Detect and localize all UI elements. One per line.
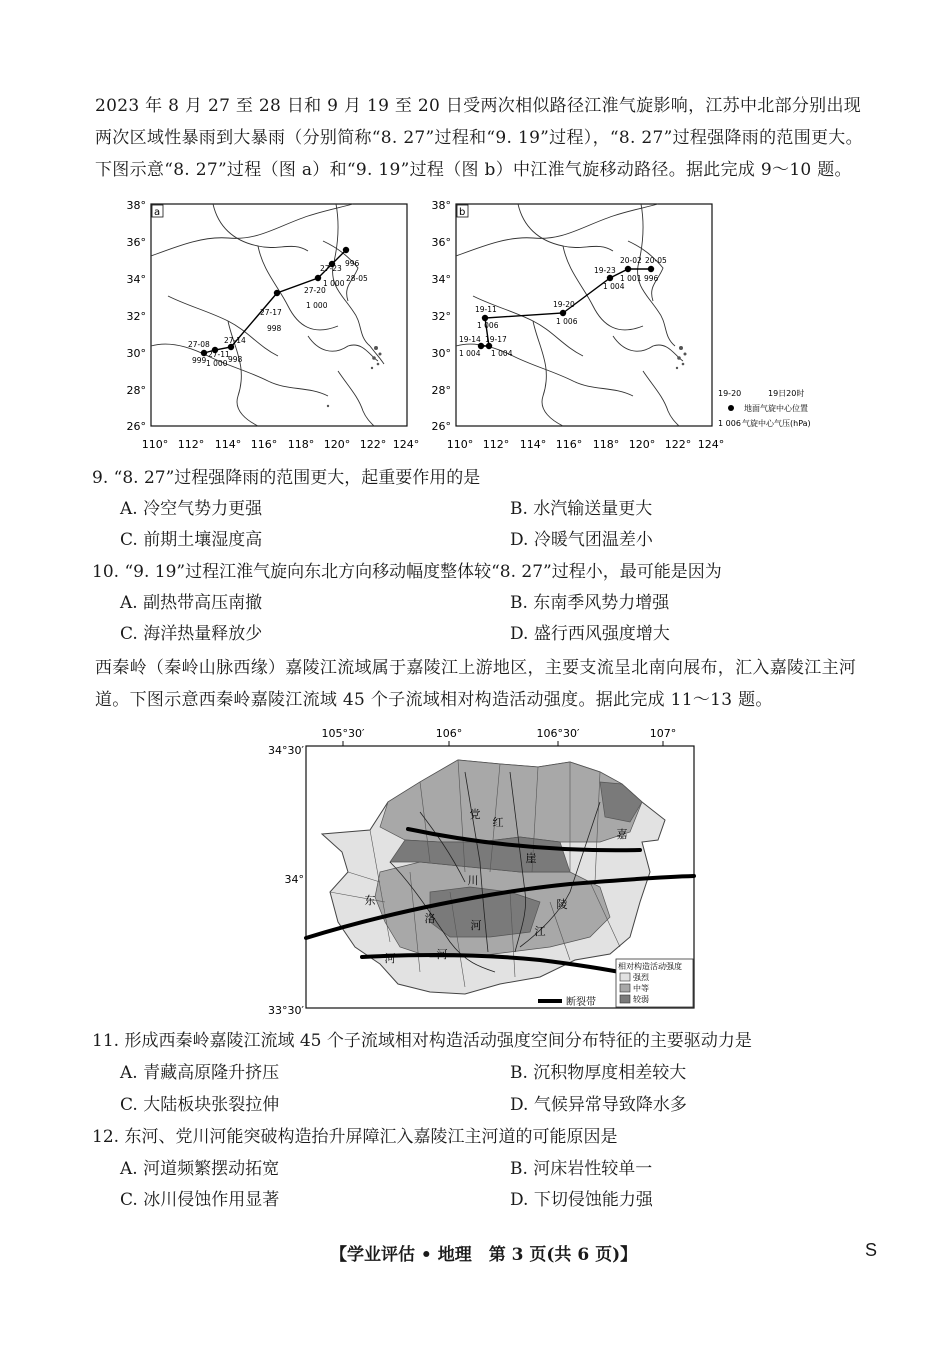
point-b-6-time: 20-02: [620, 256, 642, 265]
map-a-label: a: [154, 207, 161, 218]
map-b-xtick: 124°: [697, 438, 725, 451]
river-char: 东: [364, 894, 376, 907]
map-a-xtick: 110°: [141, 438, 169, 451]
point-b-1-pressure: 1 004: [459, 349, 481, 358]
river-char: 红: [492, 816, 504, 829]
cyclone-map-a: [108, 196, 420, 462]
point-b-4-pressure: 1 006: [556, 317, 578, 326]
point-a-3-pressure: 998: [228, 355, 243, 364]
river-char: 党: [469, 808, 481, 821]
question-12-option-d[interactable]: D. 下切侵蚀能力强: [510, 1190, 653, 1210]
map-b-xtick: 116°: [555, 438, 583, 451]
legend-medium: 中等: [633, 984, 649, 993]
question-9-option-d[interactable]: D. 冷暖气团温差小: [510, 530, 653, 550]
question-10-option-a[interactable]: A. 副热带高压南撤: [120, 593, 263, 613]
question-12-stem: 12. 东河、党川河能突破构造抬升屏障汇入嘉陵江主河道的可能原因是: [92, 1127, 618, 1147]
point-a-6-pressure: 1 000: [323, 279, 345, 288]
map-c-ytick: 34°30′: [268, 744, 304, 757]
river-char: 嘉: [616, 828, 628, 841]
point-b-3-time: 19-11: [475, 305, 497, 314]
point-a-5-pressure: 1 000: [306, 301, 328, 310]
question-12-option-b[interactable]: B. 河床岩性较单一: [510, 1159, 653, 1179]
map-c-ytick: 33°30′: [268, 1004, 304, 1017]
point-a-2-pressure: 1 000: [206, 359, 228, 368]
legend-dot-desc: 地面气旋中心位置: [744, 404, 808, 413]
question-10-option-c[interactable]: C. 海洋热量释放少: [120, 624, 263, 644]
legend-pressure-desc: 气旋中心气压(hPa): [742, 419, 811, 428]
footer-mark: S: [865, 1240, 878, 1260]
point-b-2-time: 19-17: [485, 335, 507, 344]
river-char: 河: [436, 948, 448, 961]
map-b-ytick: 28°: [431, 384, 451, 397]
map-b-ytick: 32°: [431, 310, 451, 323]
legend-weak: 较弱: [633, 995, 649, 1004]
map-a-ytick: 26°: [126, 420, 146, 433]
map-b-xtick: 114°: [519, 438, 547, 451]
point-a-5-time: 27-20: [304, 286, 326, 295]
map-b-xtick: 112°: [482, 438, 510, 451]
point-a-6-time: 27-23: [320, 264, 342, 273]
map-c-xtick: 105°30′: [321, 727, 365, 740]
map-a-xtick: 124°: [392, 438, 420, 451]
map-b-ytick: 36°: [431, 236, 451, 249]
map-b-ytick: 38°: [431, 199, 451, 212]
legend-sample-time: 19-20: [718, 389, 742, 398]
point-a-1-pressure: 999: [192, 356, 207, 365]
cyclone-legend: [716, 386, 876, 442]
question-10-stem: 10. “9. 19”过程江淮气旋向东北方向移动幅度整体较“8. 27”过程小，最可能是因为: [92, 562, 722, 582]
map-a-ytick: 32°: [126, 310, 146, 323]
map-a-xtick: 116°: [250, 438, 278, 451]
question-11-option-c[interactable]: C. 大陆板块张裂拉伸: [120, 1095, 280, 1115]
point-a-7-pressure: 996: [345, 259, 360, 268]
map-a-xtick: 112°: [177, 438, 205, 451]
river-char: 河: [384, 952, 396, 965]
map-b-xtick: 110°: [446, 438, 474, 451]
map-a-ytick: 34°: [126, 273, 146, 286]
river-char: 江: [534, 925, 546, 938]
map-c-xtick: 106°30′: [536, 727, 580, 740]
map-c-ytick: 34°: [284, 873, 304, 886]
question-11-option-a[interactable]: A. 青藏高原隆升挤压: [120, 1063, 280, 1083]
question-11-option-b[interactable]: B. 沉积物厚度相差较大: [510, 1063, 687, 1083]
point-a-7-time: 28-05: [346, 274, 368, 283]
river-char: 川: [467, 874, 479, 887]
point-b-3-pressure: 1 006: [477, 321, 499, 330]
map-a-ytick: 36°: [126, 236, 146, 249]
map-a-ytick: 28°: [126, 384, 146, 397]
point-b-4-time: 19-20: [553, 300, 575, 309]
point-b-7-pressure: 996: [644, 274, 659, 283]
intro-paragraph-1: 2023 年 8 月 27 至 28 日和 9 月 19 至 20 日受两次相似路径江淮气旋影响，江苏中北部分别出现两次区域性暴雨到大暴雨（分别简称“8. 27”过程和“9. 19”过程），“8. 27”过程强降雨的范围更大。下图示意“8. 27”过程（图 a）和“9. 19”过程（图 b）中江淮气旋移动路径。据此完成 9～10 题。: [95, 96, 863, 180]
point-a-4-pressure: 998: [267, 324, 282, 333]
map-b-ytick: 26°: [431, 420, 451, 433]
legend-sample-pressure: 1 006: [718, 419, 741, 428]
question-11-option-d[interactable]: D. 气候异常导致降水多: [510, 1095, 687, 1115]
point-a-2-time: 27-11: [208, 350, 230, 359]
question-9-option-c[interactable]: C. 前期土壤湿度高: [120, 530, 263, 550]
point-a-4-time: 27-17: [260, 308, 282, 317]
point-b-5-pressure: 1 004: [603, 282, 625, 291]
question-9-option-b[interactable]: B. 水汽输送量更大: [510, 499, 653, 519]
legend-sample-time-desc: 19日20时: [768, 389, 805, 398]
map-b-xtick: 120°: [628, 438, 656, 451]
jialing-basin-map: [270, 722, 700, 1024]
map-a-ytick: 38°: [126, 199, 146, 212]
legend-strong: 强烈: [633, 973, 649, 982]
map-b-ytick: 30°: [431, 347, 451, 360]
map-a-xtick: 122°: [359, 438, 387, 451]
map-a-xtick: 120°: [323, 438, 351, 451]
point-a-1-time: 27-08: [188, 340, 210, 349]
map-b-ytick: 34°: [431, 273, 451, 286]
fault-legend-label: 断裂带: [566, 997, 596, 1008]
legend-title: 相对构造活动强度: [618, 962, 682, 971]
map-a-xtick: 114°: [214, 438, 242, 451]
map-c-xtick: 106°: [435, 727, 463, 740]
question-9-option-a[interactable]: A. 冷空气势力更强: [120, 499, 263, 519]
map-b-xtick: 118°: [592, 438, 620, 451]
river-char: 洛: [424, 912, 436, 925]
map-b-xtick: 122°: [664, 438, 692, 451]
question-10-option-d[interactable]: D. 盛行西风强度增大: [510, 624, 670, 644]
question-11-stem: 11. 形成西秦岭嘉陵江流域 45 个子流域相对构造活动强度空间分布特征的主要驱动力是: [92, 1031, 752, 1051]
river-char: 崖: [525, 852, 537, 865]
page-footer: 【学业评估 • 地理 第 3 页(共 6 页)】: [330, 1245, 638, 1265]
cyclone-map-b: [413, 196, 725, 462]
map-c-xtick: 107°: [649, 727, 677, 740]
map-b-label: b: [459, 207, 466, 218]
question-12-option-c[interactable]: C. 冰川侵蚀作用显著: [120, 1190, 280, 1210]
point-a-3-time: 27-14: [224, 336, 246, 345]
point-b-2-pressure: 1 004: [491, 349, 513, 358]
point-b-1-time: 19-14: [459, 335, 481, 344]
point-b-5-time: 19-23: [594, 266, 616, 275]
map-a-ytick: 30°: [126, 347, 146, 360]
question-9-stem: 9. “8. 27”过程强降雨的范围更大，起重要作用的是: [92, 468, 481, 488]
question-10-option-b[interactable]: B. 东南季风势力增强: [510, 593, 670, 613]
point-b-6-pressure: 1 001: [620, 274, 642, 283]
question-12-option-a[interactable]: A. 河道频繁摆动拓宽: [120, 1159, 280, 1179]
intro-paragraph-2: 西秦岭（秦岭山脉西缘）嘉陵江流域属于嘉陵江上游地区，主要支流呈北南向展布，汇入嘉陵江主河道。下图示意西秦岭嘉陵江流域 45 个子流域相对构造活动强度。据此完成 11～13 题。: [95, 658, 857, 710]
point-b-7-time: 20-05: [645, 256, 667, 265]
river-char: 陵: [556, 898, 568, 911]
river-char: 河: [470, 919, 482, 932]
map-a-xtick: 118°: [287, 438, 315, 451]
